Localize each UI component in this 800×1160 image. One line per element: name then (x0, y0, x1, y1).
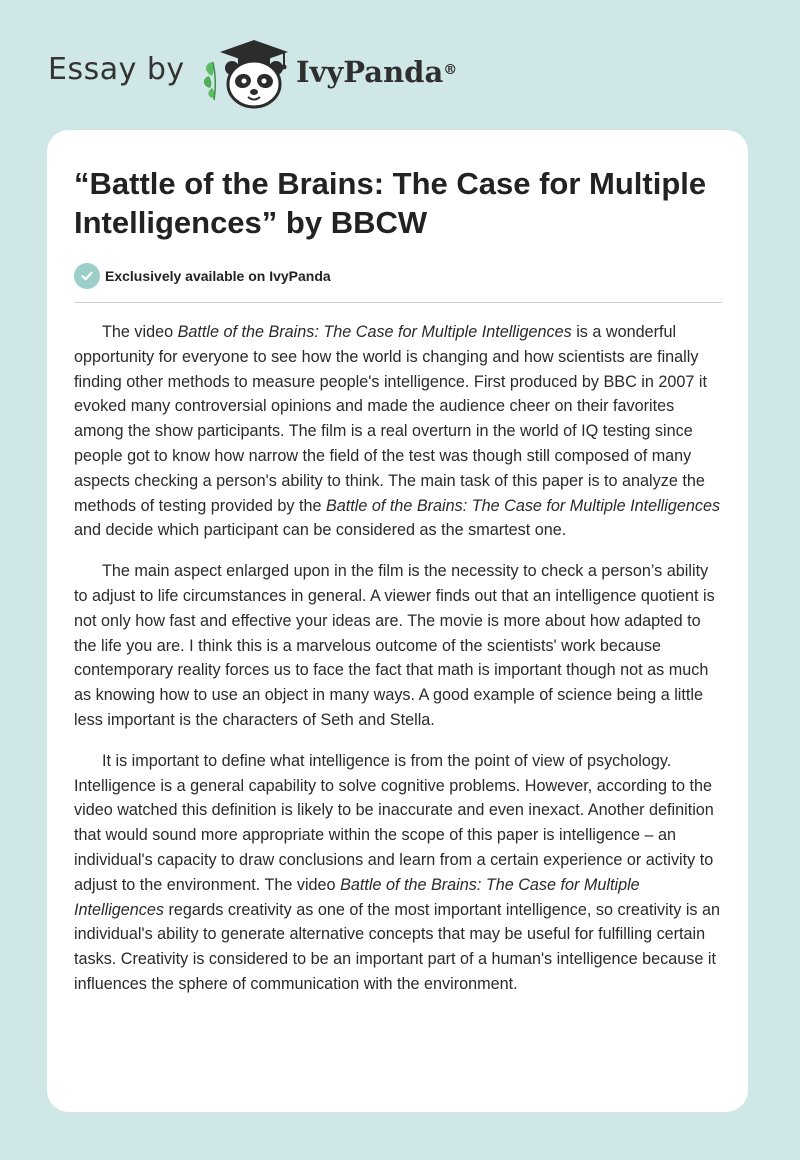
exclusive-badge (74, 263, 331, 289)
paragraph-text: regards creativity as one of the most important intelligence, so creativity is an individual's ability to generate alternative concepts that may be useful for fulfilling certain tasks. Creativity is considered to be an important part of a human's intelligence because it influences the sphere of communication with the environment. (74, 900, 721, 993)
paragraph-text: is a wonderful opportunity for everyone to see how the world is changing and how scientists are finally finding other methods to measure people's intelligence. First produced by BBC in 2007 it evoked many controversial opinions and made the audience cheer on their favorites among the show participants. The film is a real overturn in the world of IQ testing since people got to know how narrow the field of the test was though still composed of many aspects checking a person's ability to think. The main task of this paper is to analyze the methods of testing provided by the (74, 323, 707, 515)
page-title: “Battle of the Brains: The Case for Multiple Intelligences” by BBCW (74, 166, 707, 240)
film-title-italic: Battle of the Brains: The Case for Multiple Intelligences (325, 496, 721, 515)
brand-label: IvyPanda (296, 55, 444, 89)
brand-name[interactable] (296, 54, 457, 90)
essay-card (47, 130, 748, 1112)
paragraph-2 (74, 559, 724, 733)
film-title-italic: Battle of the Brains: The Case for Multiple Intelligences (177, 323, 572, 341)
site-header (0, 0, 800, 130)
registered-mark: ® (443, 62, 458, 78)
film-title-italic: Battle of the Brains: The Case for Multiple Intelligences (74, 875, 640, 919)
paragraph-text: and decide which participant can be considered as the smartest one. (74, 521, 567, 540)
paragraph-text: The video (102, 323, 178, 341)
panda-graduate-icon (200, 36, 292, 110)
check-circle-icon (74, 263, 100, 289)
paragraph-text: It is important to define what intelligence is from the point of view of psychology. Intelligence is a general capability to solve cognitive problems. However, according to the video watched this definition is likely to be inaccurate and even inexact. Another definition that would sound more appropriate within the scope of this paper is intelligence – an individual's capacity to draw conclusions and learn from a certain experience or activity to adjust to the environment. The video (74, 751, 714, 894)
paragraph-3 (74, 749, 724, 997)
essay-body (74, 320, 724, 1013)
badge-label: Exclusively available on IvyPanda (105, 268, 331, 284)
paragraph-1 (74, 320, 724, 543)
essay-by-label: Essay by (48, 52, 185, 87)
divider (74, 302, 722, 303)
paragraph-text: The main aspect enlarged upon in the film is the necessity to check a person’s ability to adjust to life circumstances in general. A viewer finds out that an intelligence quotient is not only how fast and effective your ideas are. The movie is more about how adapted to the life you are. I think this is a marvelous outcome of the scientists' work because contemporary reality forces us to face the fact that math is important though not as much as knowing how to use an object in many ways. A good example of science being a little less important is the characters of Seth and Stella. (74, 562, 715, 729)
